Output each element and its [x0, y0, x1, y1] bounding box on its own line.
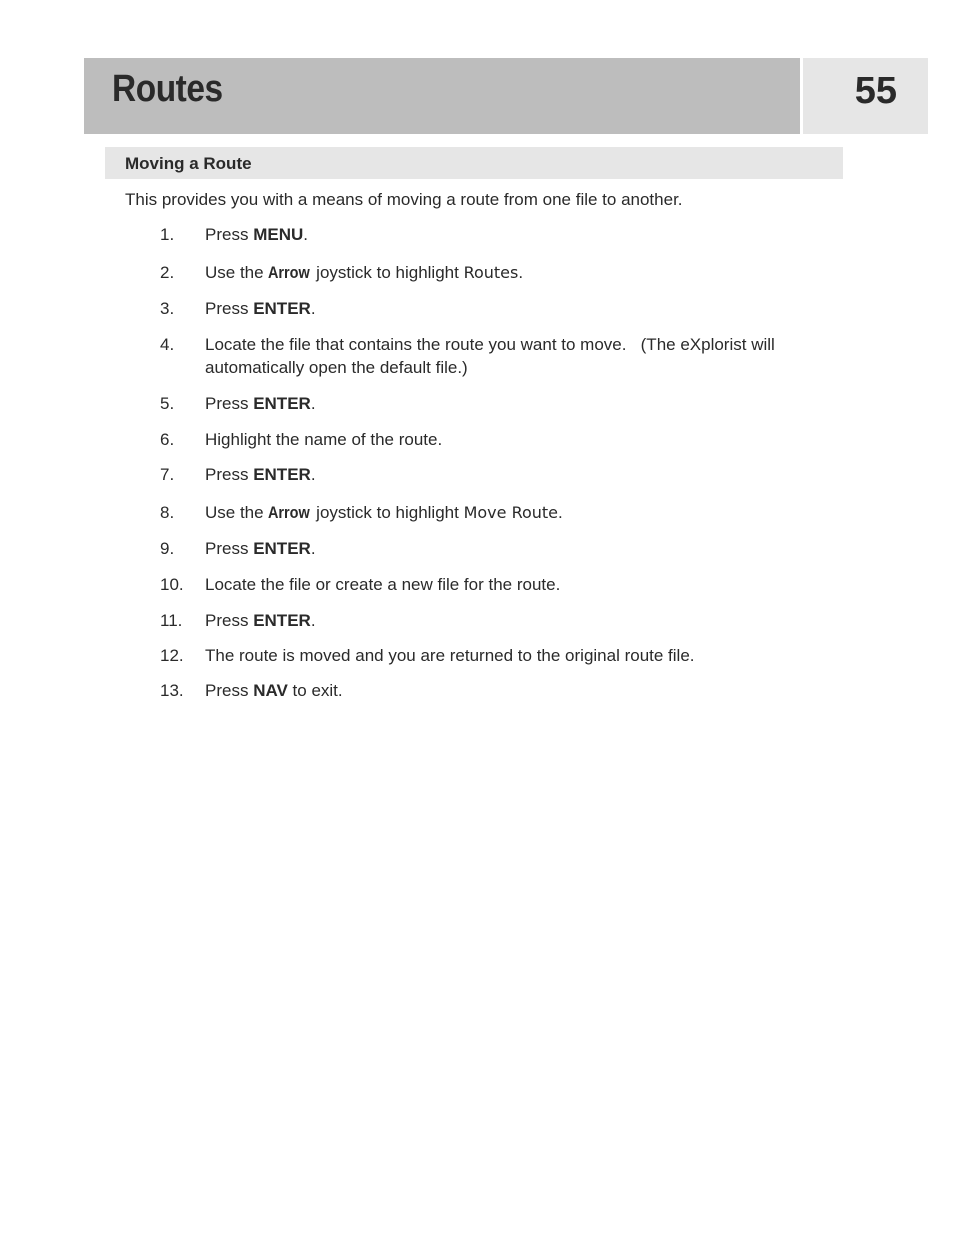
step-number: 6.: [160, 430, 175, 449]
step-number: 4.: [160, 335, 175, 354]
page-number: 55: [854, 70, 897, 112]
step-text-part: joystick to highlight: [311, 503, 464, 522]
step-text: [205, 501, 845, 524]
page-number-box: [803, 58, 928, 134]
step-text: [205, 261, 845, 284]
menu-term: Move Route: [463, 503, 559, 522]
step-text-part: to exit.: [287, 681, 343, 700]
step-text: [205, 297, 845, 320]
step-number: 1.: [160, 225, 175, 244]
step-text-part: Press: [205, 611, 254, 630]
step-text: [205, 223, 845, 246]
step-text-part: .: [310, 539, 316, 558]
step-text-part: Press: [205, 465, 254, 484]
key-name: ENTER: [253, 394, 311, 413]
step-text-part: .: [518, 263, 524, 282]
section-header: [105, 147, 843, 179]
step-text-part: .: [310, 299, 316, 318]
key-name: ENTER: [253, 465, 311, 484]
key-name: Arrow: [268, 263, 311, 282]
step-number: 11.: [160, 611, 183, 630]
step-text: Highlight the name of the route.: [205, 430, 443, 449]
step-text-part: .: [558, 503, 563, 522]
step-text: Locate the file or create a new file for the route.: [205, 575, 561, 594]
step-text: [205, 679, 845, 702]
step-text-part: .: [310, 465, 316, 484]
step-text-part: Press: [205, 394, 254, 413]
step-text-part: .: [310, 611, 316, 630]
step-text: [205, 537, 845, 560]
step-number: 5.: [160, 394, 175, 413]
step-number: 13.: [160, 681, 184, 700]
step-text: [205, 392, 845, 415]
step-text-part: .: [310, 394, 316, 413]
chapter-title: Routes: [112, 68, 223, 110]
step-text-part: joystick to highlight: [311, 263, 464, 282]
step-text: Locate the file that contains the route you want to move. (The eXplorist will automatically open the default file.): [205, 335, 780, 377]
step-number: 10.: [160, 575, 184, 594]
key-name: NAV: [253, 681, 288, 700]
section-title: Moving a Route: [125, 154, 252, 173]
key-name: MENU: [253, 225, 304, 244]
step-number: 12.: [160, 646, 184, 665]
step-text: [205, 609, 845, 632]
menu-term: Routes: [463, 263, 519, 282]
step-number: 3.: [160, 299, 175, 318]
step-text-part: Press: [205, 225, 254, 244]
step-number: 8.: [160, 503, 175, 522]
step-number: 7.: [160, 465, 175, 484]
step-text-part: Use the: [205, 263, 269, 282]
step-number: 2.: [160, 263, 175, 282]
step-text: [205, 463, 845, 486]
step-text-part: Press: [205, 299, 254, 318]
chapter-header: [84, 58, 800, 134]
key-name: Arrow: [268, 503, 311, 522]
step-number: 9.: [160, 539, 175, 558]
step-text-part: Press: [205, 681, 254, 700]
step-text-part: Press: [205, 539, 254, 558]
step-text-part: Use the: [205, 503, 269, 522]
key-name: ENTER: [253, 611, 311, 630]
key-name: ENTER: [253, 539, 311, 558]
key-name: ENTER: [253, 299, 311, 318]
step-text: The route is moved and you are returned to the original route file.: [205, 646, 695, 665]
section-intro: This provides you with a means of moving a route from one file to another.: [125, 190, 683, 209]
step-text-part: .: [303, 225, 308, 244]
